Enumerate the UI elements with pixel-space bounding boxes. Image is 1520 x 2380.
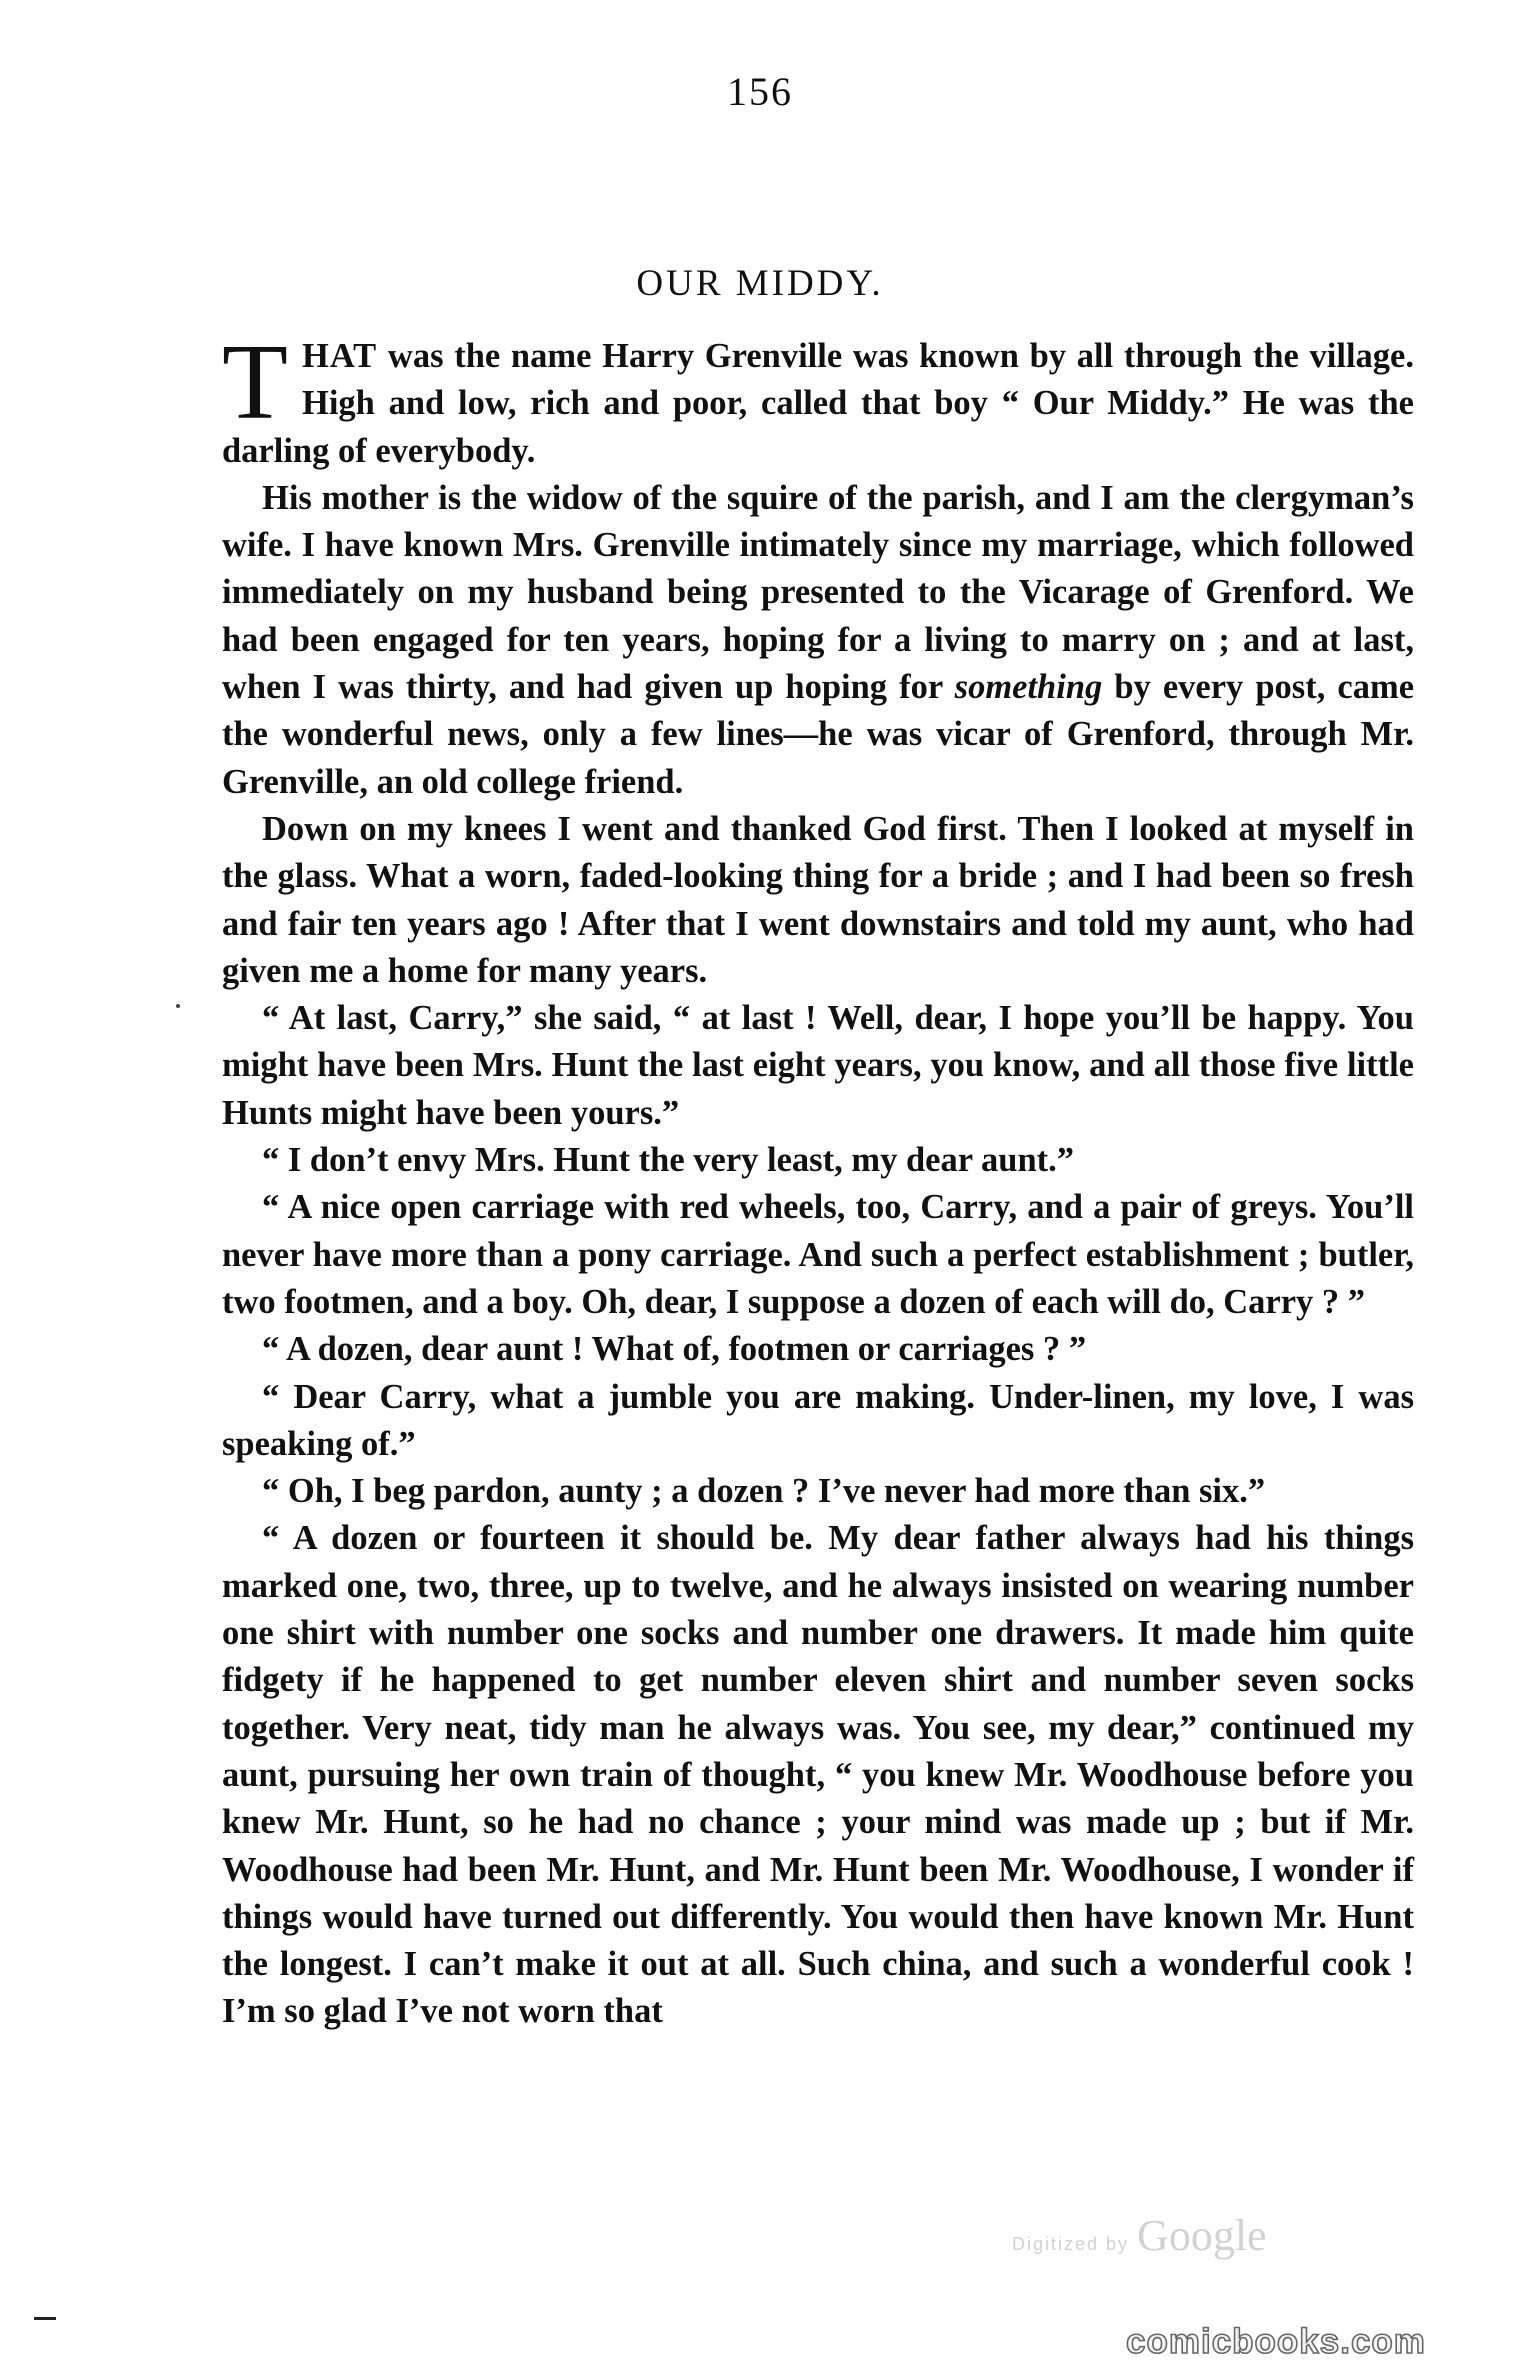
google-watermark bbox=[1012, 2210, 1267, 2261]
margin-dash-mark bbox=[34, 2317, 56, 2320]
paragraph-5: “ I don’t envy Mrs. Hunt the very least, my dear aunt.” bbox=[262, 1141, 1074, 1180]
paragraph-1 bbox=[222, 323, 1414, 475]
site-watermark: comicbooks.com bbox=[1126, 2322, 1426, 2361]
chapter-title: OUR MIDDY. bbox=[636, 263, 884, 304]
paragraph-10: “ A dozen or fourteen it should be. My dear father always had his things marked one, two, three, up to twelve, and he always insisted on wearing number one shirt with number one socks and number one drawers. It made him quite fidgety if he happened to get number eleven shirt and number seven socks together. Very neat, tidy man he always was. You see, my dear,” continued my aunt, pursuing her own train of thought, “ you knew Mr. Woodhouse before you knew Mr. Hunt, so he had no chance ; your mind was made up ; but if Mr. Woodhouse had been Mr. Hunt, and Mr. Hunt been Mr. Woodhouse, I wonder if things would have turned out differently. You would then have known Mr. Hunt the longest. I can’t make it out at all. Such china, and such a wonderful cook ! I’m so glad I’ve not worn that bbox=[222, 1519, 1414, 2031]
paragraph-2-text-a: His mother is the widow of the squire of the parish, and I am the clergyman’s wife. I have known Mrs. Grenville intimately since my marriage, which followed immediately on my husband being presented to the Vicarage of Grenford. We had been engaged for ten years, hoping for a living to marry on ; and at last, when I was thirty, and had given up hoping for bbox=[222, 478, 1414, 707]
paragraph-4: “ At last, Carry,” she said, “ at last ! Well, dear, I hope you’ll be happy. You might have been Mrs. Hunt the last eight years, you know, and all those five little Hunts might have been yours.” bbox=[222, 999, 1414, 1132]
page-number: 156 bbox=[727, 69, 793, 114]
paragraph-1-text: was the name Harry Grenville was known by all through the village. High and low, rich and poor, called that boy “ Our Middy.” He was the darling of everybody. bbox=[222, 337, 1414, 470]
paragraph-8: “ Dear Carry, what a jumble you are making. Under-linen, my love, I was speaking of.” bbox=[222, 1377, 1414, 1463]
paragraph-2-text-b: by every post, came the wonderful news, only a few lines—he was vicar of Grenford, through Mr. Grenville, an old college friend. bbox=[222, 668, 1415, 801]
google-watermark-logo: Google bbox=[1137, 2211, 1267, 2260]
margin-dot-mark bbox=[176, 1004, 180, 1008]
paragraph-7: “ A dozen, dear aunt ! What of, footmen or carriages ? ” bbox=[262, 1330, 1087, 1369]
paragraph-9: “ Oh, I beg pardon, aunty ; a dozen ? I’ve never had more than six.” bbox=[262, 1472, 1266, 1511]
paragraph-2 bbox=[222, 475, 1414, 806]
opening-small-caps: HAT bbox=[301, 337, 378, 375]
body-text bbox=[222, 323, 1415, 2036]
paragraph-3: Down on my knees I went and thanked God first. Then I looked at myself in the glass. What a worn, faded-looking thing for a bride ; and I had been so fresh and fair ten years ago ! After that I went downstairs and told my aunt, who had given me a home for many years. bbox=[222, 809, 1414, 990]
paragraph-6: “ A nice open carriage with red wheels, too, Carry, and a pair of greys. You’ll never have more than a pony carriage. And such a perfect establishment ; butler, two footmen, and a boy. Oh, dear, I suppose a dozen of each will do, Carry ? ” bbox=[222, 1188, 1414, 1321]
italic-word: something bbox=[954, 668, 1103, 707]
drop-cap: T bbox=[222, 323, 288, 442]
google-watermark-small: Digitized by bbox=[1012, 2234, 1130, 2254]
